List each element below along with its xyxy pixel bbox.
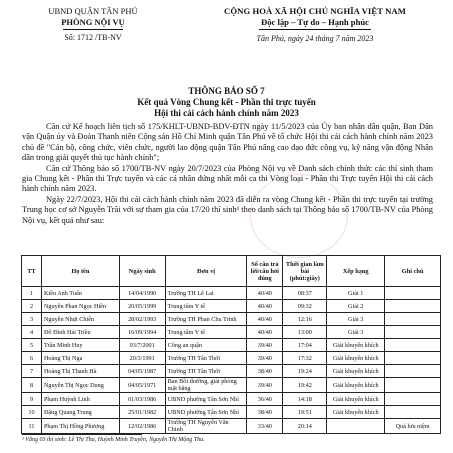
cell-unit: Trường TH Lê Lai <box>165 287 247 300</box>
cell-correct: 40/40 <box>247 300 283 313</box>
cell-unit: Trung tâm Y tế <box>165 326 247 339</box>
table-row <box>22 365 441 378</box>
col-header-time: Thời gian làm bài (phút:giây) <box>283 256 327 287</box>
cell-name: Trần Minh Huy <box>41 339 119 352</box>
document-body <box>22 122 433 226</box>
title-line-1: THÔNG BÁO SỐ 7 <box>188 86 265 96</box>
cell-unit: UBND phường Tân Sơn Nhì <box>165 393 247 406</box>
cell-time: 17:04 <box>283 339 327 352</box>
cell-note <box>385 339 441 352</box>
cell-note <box>385 393 441 406</box>
col-header-rank: Xếp hạng <box>327 256 385 287</box>
table-row <box>22 419 441 434</box>
cell-name: Hoàng Thị Thanh Hà <box>41 365 119 378</box>
cell-unit: Ban Bồi thường, giải phóng mặt bằng <box>165 378 247 393</box>
issuer-department: PHÒNG NỘI VỤ <box>61 17 125 27</box>
cell-name: Đặng Quang Trung <box>41 406 119 419</box>
cell-name: Nguyễn Thị Ngọc Dung <box>41 378 119 393</box>
cell-correct: 40/40 <box>247 287 283 300</box>
cell-index: 8 <box>22 378 42 393</box>
col-header-name: Họ tên <box>41 256 119 287</box>
cell-time: 17:32 <box>283 352 327 365</box>
cell-unit: UBND phường Tân Sơn Nhì <box>165 406 247 419</box>
cell-correct: 39/40 <box>247 378 283 393</box>
cell-index: 1 <box>22 287 42 300</box>
cell-rank: Giải khuyến khích <box>327 352 385 365</box>
cell-rank: Giải khuyến khích <box>327 406 385 419</box>
cell-time: 19:42 <box>283 378 327 393</box>
cell-unit: Trường TH Phan Chu Trinh <box>165 313 247 326</box>
cell-note <box>385 287 441 300</box>
table-row <box>22 313 441 326</box>
cell-birthdate: 16/09/1994 <box>119 326 165 339</box>
cell-index: 3 <box>22 313 42 326</box>
paragraph-result-intro: Ngày 22/7/2023, Hội thi cải cách hành chính năm 2023 đã diễn ra vòng Chung kết - Phần thi trực tuyến tại trường Trung học cơ sở Nguyễn Trãi với sự tham gia của 17/20 thí sinh¹ theo danh sách tại Thông báo số 1700/TB-NV của Phòng Nội vụ, kết quả như sau: <box>22 194 433 225</box>
table-header-row <box>22 256 441 287</box>
footnote: ¹ Vắng 03 thí sinh: Lê Thị Thu, Huỳnh Minh Truyền, Nguyễn Thị Mộng Thu. <box>22 437 205 443</box>
cell-rank: Giải khuyến khích <box>327 339 385 352</box>
cell-correct: 38/40 <box>247 406 283 419</box>
cell-correct: 38/40 <box>247 365 283 378</box>
col-header-unit: Đơn vị <box>165 256 247 287</box>
cell-index: 5 <box>22 339 42 352</box>
cell-index: 11 <box>22 419 42 434</box>
cell-birthdate: 25/01/1982 <box>119 406 165 419</box>
cell-correct: 33/40 <box>247 419 283 434</box>
table-row <box>22 300 441 313</box>
cell-note <box>385 365 441 378</box>
cell-name: Nguyễn Nhựt Chiến <box>41 313 119 326</box>
cell-rank: Giải 3 <box>327 313 385 326</box>
cell-time: 13:00 <box>283 326 327 339</box>
cell-rank: Giải khuyến khích <box>327 393 385 406</box>
cell-birthdate: 12/02/1986 <box>119 419 165 434</box>
document-date: Tân Phú, ngày 24 tháng 7 năm 2023 <box>256 34 374 43</box>
cell-time: 20:14 <box>283 419 327 434</box>
cell-unit: Trường TH Tân Thới <box>165 352 247 365</box>
col-header-birthdate: Ngày sinh <box>119 256 165 287</box>
cell-note <box>385 326 441 339</box>
nation-name: CỘNG HOÀ XÃ HỘI CHỦ NGHĨA VIỆT NAM <box>224 6 406 16</box>
footnote-divider <box>22 434 142 435</box>
cell-index: 6 <box>22 352 42 365</box>
cell-time: 12:16 <box>283 313 327 326</box>
paragraph-legal-basis-1: Căn cứ Kế hoạch liên tịch số 175/KHLT-UBND-BDV-ĐTN ngày 11/5/2023 của Ủy ban nhân dân quận, Ban Dân vận Quận ủy và Đoàn Thanh niên Cộng sản Hồ Chí Minh quận Tân Phú về tổ chức Hội thi cải cách hành chính năm 2023 chủ đề "Cán bộ, công chức, viên chức, người lao động quận Tân Phú nâng cao đạo đức công vụ, kỹ năng vận động Nhân dân trong giải quyết thủ tục hành chính"; <box>22 122 433 163</box>
cell-rank: Giải 1 <box>327 287 385 300</box>
motto-underline <box>259 29 371 30</box>
cell-time: 14:18 <box>283 393 327 406</box>
cell-correct: 40/40 <box>247 326 283 339</box>
national-motto: Độc lập – Tự do – Hạnh phúc <box>261 17 369 27</box>
cell-birthdate: 14/04/1990 <box>119 287 165 300</box>
national-heading <box>182 6 448 44</box>
cell-name: Nguyễn Phan Ngọc Hiền <box>41 300 119 313</box>
table-row <box>22 378 441 393</box>
table-row <box>22 339 441 352</box>
document-title <box>0 86 453 119</box>
cell-correct: 39/40 <box>247 352 283 365</box>
col-header-note: Ghi chú <box>385 256 441 287</box>
cell-birthdate: 28/02/1993 <box>119 313 165 326</box>
cell-name: Phạm Thị Hồng Phượng <box>41 419 119 434</box>
cell-note <box>385 300 441 313</box>
cell-index: 7 <box>22 365 42 378</box>
document-number: Số: 1712 /TB-NV <box>64 33 122 42</box>
cell-birthdate: 04/05/1987 <box>119 365 165 378</box>
table-row <box>22 287 441 300</box>
cell-birthdate: 03/7/2001 <box>119 339 165 352</box>
cell-birthdate: 04/05/1971 <box>119 378 165 393</box>
cell-name: Hoàng Thị Nga <box>41 352 119 365</box>
cell-correct: 39/40 <box>247 339 283 352</box>
title-line-2: Kết quả Vòng Chung kết - Phần thi trực tuyến <box>137 97 316 107</box>
cell-rank: Giải khuyến khích <box>327 365 385 378</box>
cell-unit: Công an quận <box>165 339 247 352</box>
cell-rank: Giải khuyến khích <box>327 378 385 393</box>
table-row <box>22 326 441 339</box>
col-header-index: TT <box>22 256 42 287</box>
cell-note <box>385 378 441 393</box>
cell-birthdate: 01/03/1986 <box>119 393 165 406</box>
results-table <box>21 255 441 434</box>
cell-name: Đỗ Đình Hải Triều <box>41 326 119 339</box>
title-line-3: Hội thi cải cách hành chính năm 2023 <box>154 108 299 118</box>
cell-correct: 40/40 <box>247 313 283 326</box>
cell-rank <box>327 419 385 434</box>
results-table-body <box>22 287 441 434</box>
cell-note <box>385 352 441 365</box>
cell-index: 9 <box>22 393 42 406</box>
cell-time: 19:51 <box>283 406 327 419</box>
cell-time: 19:24 <box>283 365 327 378</box>
cell-name: Phạm Huỳnh Linh <box>41 393 119 406</box>
cell-time: 09:32 <box>283 300 327 313</box>
cell-index: 2 <box>22 300 42 313</box>
table-row <box>22 406 441 419</box>
cell-unit: Trường TH Tân Thới <box>165 365 247 378</box>
table-row <box>22 352 441 365</box>
cell-birthdate: 20/05/1999 <box>119 300 165 313</box>
issuer-org: UBND QUẬN TÂN PHÚ <box>48 6 138 16</box>
cell-name: Kiều Anh Tuấn <box>41 287 119 300</box>
cell-index: 10 <box>22 406 42 419</box>
cell-unit: Trường TH Nguyễn Văn Chinh <box>165 419 247 434</box>
cell-rank: Giải 2 <box>327 300 385 313</box>
issuer-underline <box>63 29 123 30</box>
cell-unit: Trung tâm Y tế <box>165 300 247 313</box>
issuer-block <box>8 6 178 43</box>
table-row <box>22 393 441 406</box>
cell-note: Quá lưu niệm <box>385 419 441 434</box>
cell-correct: 36/40 <box>247 393 283 406</box>
cell-note <box>385 313 441 326</box>
paragraph-legal-basis-2: Căn cứ Thông báo số 1700/TB-NV ngày 20/7/2023 của Phòng Nội vụ về Danh sách chính thức các thí sinh tham gia Chung kết - Phần thi Trực tuyến và các cá nhân đứng nhất mỗi ca thi Vòng loại - Phần thi Trực tuyến Hội thi cải cách hành chính năm 2023. <box>22 163 433 194</box>
cell-index: 4 <box>22 326 42 339</box>
cell-rank: Giải 3 <box>327 326 385 339</box>
cell-time: 08:37 <box>283 287 327 300</box>
col-header-correct: Số câu trả lời/câu hỏi đúng <box>247 256 283 287</box>
cell-birthdate: 20/3/1991 <box>119 352 165 365</box>
cell-note <box>385 406 441 419</box>
